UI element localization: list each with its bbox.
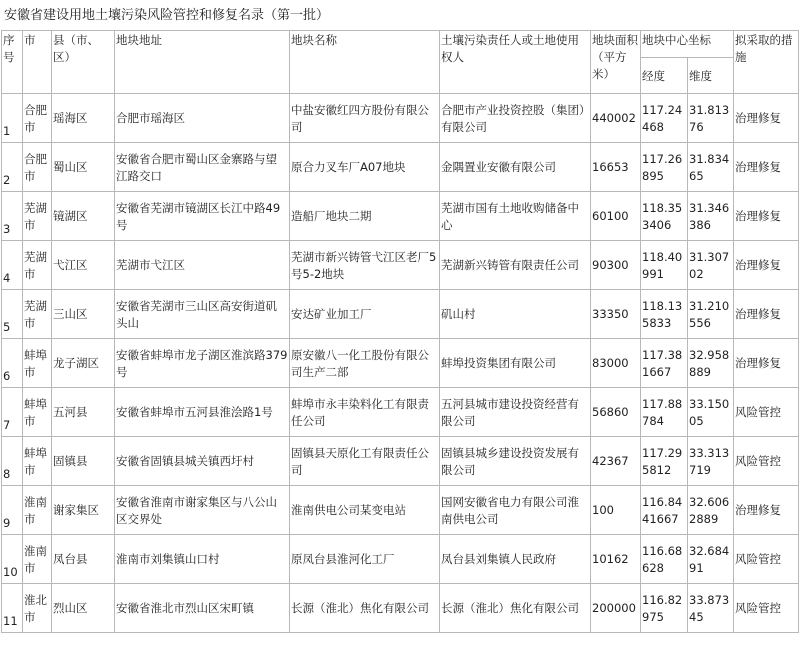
cell-address: 合肥市瑶海区 bbox=[115, 94, 290, 143]
cell-address: 安徽省蚌埠市五河县淮浍路1号 bbox=[115, 388, 290, 437]
cell-latitude: 32.68491 bbox=[688, 535, 734, 584]
cell-responsible-party: 五河县城市建设投资经营有限公司 bbox=[440, 388, 591, 437]
cell-latitude: 31.346386 bbox=[688, 192, 734, 241]
cell-latitude: 31.30702 bbox=[688, 241, 734, 290]
cell-parcel-name: 安达矿业加工厂 bbox=[290, 290, 440, 339]
cell-parcel-name: 原合力叉车厂A07地块 bbox=[290, 143, 440, 192]
table-row bbox=[2, 290, 799, 339]
cell-latitude: 32.6062889 bbox=[688, 486, 734, 535]
cell-longitude: 117.295812 bbox=[641, 437, 688, 486]
cell-longitude: 118.135833 bbox=[641, 290, 688, 339]
cell-measure: 风险管控 bbox=[734, 437, 799, 486]
cell-responsible-party: 金隅置业安徽有限公司 bbox=[440, 143, 591, 192]
cell-address: 安徽省芜湖市镜湖区长江中路49号 bbox=[115, 192, 290, 241]
cell-latitude: 31.81376 bbox=[688, 94, 734, 143]
cell-area: 100 bbox=[591, 486, 641, 535]
cell-area: 60100 bbox=[591, 192, 641, 241]
cell-county: 镜湖区 bbox=[52, 192, 115, 241]
table-row bbox=[2, 437, 799, 486]
cell-address: 芜湖市弋江区 bbox=[115, 241, 290, 290]
cell-area: 83000 bbox=[591, 339, 641, 388]
cell-city: 蚌埠市 bbox=[23, 339, 52, 388]
remediation-list-table bbox=[1, 30, 799, 633]
cell-parcel-name: 中盐安徽红四方股份有限公司 bbox=[290, 94, 440, 143]
cell-city: 合肥市 bbox=[23, 143, 52, 192]
cell-measure: 治理修复 bbox=[734, 290, 799, 339]
cell-index: 5 bbox=[2, 290, 23, 339]
cell-parcel-name: 固镇县天原化工有限责任公司 bbox=[290, 437, 440, 486]
cell-measure: 治理修复 bbox=[734, 339, 799, 388]
cell-latitude: 33.313719 bbox=[688, 437, 734, 486]
cell-longitude: 118.353406 bbox=[641, 192, 688, 241]
cell-area: 42367 bbox=[591, 437, 641, 486]
table-row bbox=[2, 339, 799, 388]
cell-parcel-name: 淮南供电公司某变电站 bbox=[290, 486, 440, 535]
cell-county: 瑶海区 bbox=[52, 94, 115, 143]
cell-responsible-party: 芜湖市国有土地收购储备中心 bbox=[440, 192, 591, 241]
cell-parcel-name: 原安徽八一化工股份有限公司生产二部 bbox=[290, 339, 440, 388]
cell-responsible-party: 长源（淮北）焦化有限公司 bbox=[440, 584, 591, 633]
cell-county: 蜀山区 bbox=[52, 143, 115, 192]
cell-longitude: 117.24468 bbox=[641, 94, 688, 143]
table-row bbox=[2, 486, 799, 535]
header-responsible-party: 土壤污染责任人或土地使用权人 bbox=[440, 31, 591, 94]
cell-index: 1 bbox=[2, 94, 23, 143]
cell-city: 淮南市 bbox=[23, 486, 52, 535]
cell-latitude: 33.15005 bbox=[688, 388, 734, 437]
cell-index: 3 bbox=[2, 192, 23, 241]
table-row bbox=[2, 388, 799, 437]
header-latitude: 维度 bbox=[688, 58, 734, 94]
cell-responsible-party: 固镇县城乡建设投资发展有限公司 bbox=[440, 437, 591, 486]
header-index: 序号 bbox=[2, 31, 23, 94]
header-county: 县（市、区） bbox=[52, 31, 115, 94]
cell-city: 淮南市 bbox=[23, 535, 52, 584]
cell-measure: 治理修复 bbox=[734, 241, 799, 290]
cell-county: 固镇县 bbox=[52, 437, 115, 486]
header-measure: 拟采取的措施 bbox=[734, 31, 799, 94]
cell-address: 安徽省芜湖市三山区高安街道矶头山 bbox=[115, 290, 290, 339]
cell-city: 芜湖市 bbox=[23, 290, 52, 339]
cell-parcel-name: 造船厂地块二期 bbox=[290, 192, 440, 241]
cell-latitude: 33.87345 bbox=[688, 584, 734, 633]
header-center-coordinates: 地块中心坐标 bbox=[641, 31, 734, 58]
cell-longitude: 117.88784 bbox=[641, 388, 688, 437]
cell-responsible-party: 芜湖新兴铸管有限责任公司 bbox=[440, 241, 591, 290]
cell-latitude: 31.210556 bbox=[688, 290, 734, 339]
table-row bbox=[2, 94, 799, 143]
cell-index: 9 bbox=[2, 486, 23, 535]
cell-measure: 治理修复 bbox=[734, 143, 799, 192]
cell-responsible-party: 矶山村 bbox=[440, 290, 591, 339]
cell-measure: 治理修复 bbox=[734, 192, 799, 241]
header-address: 地块地址 bbox=[115, 31, 290, 94]
cell-measure: 治理修复 bbox=[734, 94, 799, 143]
cell-county: 凤台县 bbox=[52, 535, 115, 584]
cell-county: 五河县 bbox=[52, 388, 115, 437]
cell-address: 安徽省淮南市谢家集区与八公山区交界处 bbox=[115, 486, 290, 535]
cell-measure: 风险管控 bbox=[734, 584, 799, 633]
table-row bbox=[2, 535, 799, 584]
cell-area: 90300 bbox=[591, 241, 641, 290]
cell-longitude: 116.82975 bbox=[641, 584, 688, 633]
cell-responsible-party: 国网安徽省电力有限公司淮南供电公司 bbox=[440, 486, 591, 535]
cell-parcel-name: 蚌埠市永丰染料化工有限责任公司 bbox=[290, 388, 440, 437]
cell-city: 淮北市 bbox=[23, 584, 52, 633]
cell-area: 10162 bbox=[591, 535, 641, 584]
cell-address: 安徽省合肥市蜀山区金寨路与望江路交口 bbox=[115, 143, 290, 192]
header-area: 地块面积（平方米） bbox=[591, 31, 641, 94]
cell-longitude: 116.8441667 bbox=[641, 486, 688, 535]
table-row bbox=[2, 192, 799, 241]
cell-county: 三山区 bbox=[52, 290, 115, 339]
table-body bbox=[2, 94, 799, 633]
header-city: 市 bbox=[23, 31, 52, 94]
cell-responsible-party: 合肥市产业投资控股（集团）有限公司 bbox=[440, 94, 591, 143]
cell-measure: 风险管控 bbox=[734, 388, 799, 437]
cell-index: 4 bbox=[2, 241, 23, 290]
cell-measure: 治理修复 bbox=[734, 486, 799, 535]
cell-area: 440002 bbox=[591, 94, 641, 143]
cell-city: 蚌埠市 bbox=[23, 437, 52, 486]
cell-responsible-party: 蚌埠投资集团有限公司 bbox=[440, 339, 591, 388]
cell-address: 安徽省淮北市烈山区宋町镇 bbox=[115, 584, 290, 633]
cell-county: 烈山区 bbox=[52, 584, 115, 633]
cell-longitude: 116.68628 bbox=[641, 535, 688, 584]
cell-parcel-name: 芜湖市新兴铸管弋江区老厂5号5-2地块 bbox=[290, 241, 440, 290]
cell-parcel-name: 原凤台县淮河化工厂 bbox=[290, 535, 440, 584]
cell-latitude: 32.958889 bbox=[688, 339, 734, 388]
cell-measure: 风险管控 bbox=[734, 535, 799, 584]
cell-area: 33350 bbox=[591, 290, 641, 339]
cell-responsible-party: 凤台县刘集镇人民政府 bbox=[440, 535, 591, 584]
cell-longitude: 117.381667 bbox=[641, 339, 688, 388]
cell-longitude: 118.40991 bbox=[641, 241, 688, 290]
header-longitude: 经度 bbox=[641, 58, 688, 94]
document-title: 安徽省建设用地土壤污染风险管控和修复名录（第一批） bbox=[4, 8, 330, 23]
cell-parcel-name: 长源（淮北）焦化有限公司 bbox=[290, 584, 440, 633]
cell-address: 淮南市刘集镇山口村 bbox=[115, 535, 290, 584]
cell-longitude: 117.26895 bbox=[641, 143, 688, 192]
cell-area: 56860 bbox=[591, 388, 641, 437]
cell-index: 2 bbox=[2, 143, 23, 192]
cell-index: 7 bbox=[2, 388, 23, 437]
cell-city: 合肥市 bbox=[23, 94, 52, 143]
table-row bbox=[2, 241, 799, 290]
cell-county: 谢家集区 bbox=[52, 486, 115, 535]
cell-city: 芜湖市 bbox=[23, 241, 52, 290]
cell-index: 6 bbox=[2, 339, 23, 388]
cell-index: 11 bbox=[2, 584, 23, 633]
cell-area: 200000 bbox=[591, 584, 641, 633]
cell-area: 16653 bbox=[591, 143, 641, 192]
cell-county: 龙子湖区 bbox=[52, 339, 115, 388]
table-row bbox=[2, 584, 799, 633]
cell-city: 蚌埠市 bbox=[23, 388, 52, 437]
header-parcel-name: 地块名称 bbox=[290, 31, 440, 94]
cell-city: 芜湖市 bbox=[23, 192, 52, 241]
cell-index: 10 bbox=[2, 535, 23, 584]
cell-address: 安徽省蚌埠市龙子湖区淮滨路379号 bbox=[115, 339, 290, 388]
cell-county: 弋江区 bbox=[52, 241, 115, 290]
cell-index: 8 bbox=[2, 437, 23, 486]
table-row bbox=[2, 143, 799, 192]
table-header-row bbox=[2, 31, 799, 58]
cell-latitude: 31.83465 bbox=[688, 143, 734, 192]
cell-address: 安徽省固镇县城关镇西圩村 bbox=[115, 437, 290, 486]
